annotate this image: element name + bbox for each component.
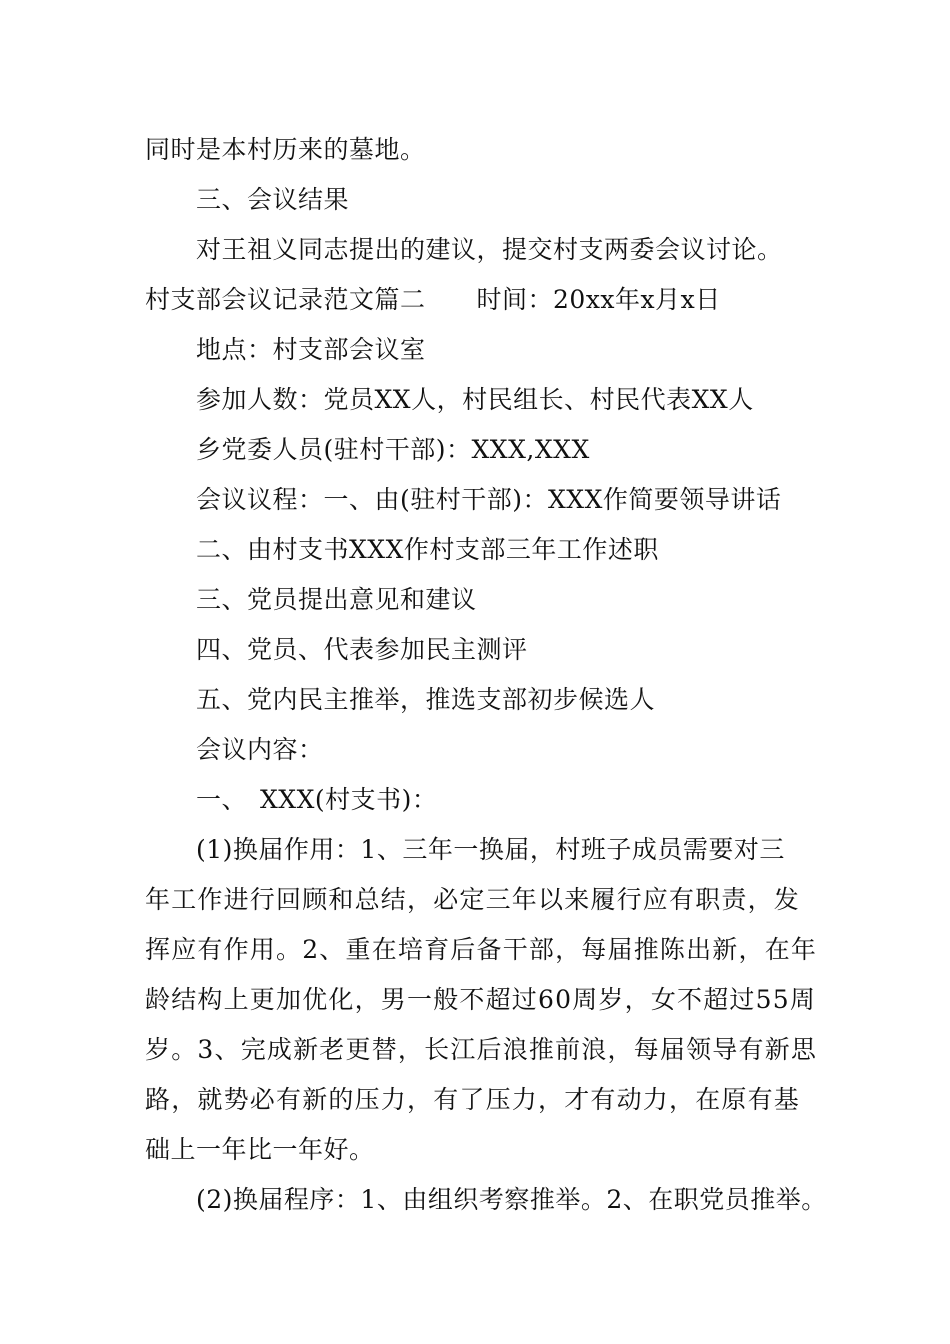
agenda-item: 四、党员、代表参加民主测评 bbox=[196, 635, 528, 664]
paragraph-line: 地点：村支部会议室 bbox=[196, 335, 426, 364]
paragraph-line: 同时是本村历来的墓地。 bbox=[145, 135, 426, 164]
paragraph-line: 龄结构上更加优化，男一般不超过60周岁，女不超过55周 bbox=[145, 985, 817, 1014]
paragraph-line: 参加人数：党员XX人，村民组长、村民代表XX人 bbox=[196, 385, 754, 414]
agenda-item: 三、党员提出意见和建议 bbox=[196, 585, 477, 614]
paragraph-line: 年工作进行回顾和总结，必定三年以来履行应有职责，发 bbox=[145, 885, 801, 914]
agenda-item: 五、党内民主推举，推选支部初步候选人 bbox=[196, 685, 656, 714]
paragraph-line: 挥应有作用。2、重在培育后备干部，每届推陈出新，在年 bbox=[145, 935, 818, 964]
paragraph-line: 岁。3、完成新老更替，长江后浪推前浪，每届领导有新思 bbox=[145, 1035, 818, 1064]
paragraph-line: (1)换届作用：1、三年一换届，村班子成员需要对三 bbox=[196, 835, 785, 864]
paragraph-line: 础上一年比一年好。 bbox=[145, 1135, 375, 1164]
paragraph-line: (2)换届程序：1、由组织考察推举。2、在职党员推举。 bbox=[196, 1185, 827, 1214]
article-title-line: 村支部会议记录范文篇二 时间：20xx年x月x日 bbox=[145, 285, 721, 314]
paragraph-line: 对王祖义同志提出的建议，提交村支两委会议讨论。 bbox=[196, 235, 783, 264]
paragraph-line: 乡党委人员(驻村干部)：XXX,XXX bbox=[196, 435, 590, 464]
paragraph-line: 路，就势必有新的压力，有了压力，才有动力，在原有基 bbox=[145, 1085, 801, 1114]
paragraph-line: 会议议程：一、由(驻村干部)：XXX作简要领导讲话 bbox=[196, 485, 782, 514]
agenda-item: 二、由村支书XXX作村支部三年工作述职 bbox=[196, 535, 659, 564]
section-heading: 三、会议结果 bbox=[196, 185, 350, 214]
paragraph-line: 一、 XXX(村支书)： bbox=[196, 785, 438, 814]
section-heading: 会议内容： bbox=[196, 735, 324, 764]
